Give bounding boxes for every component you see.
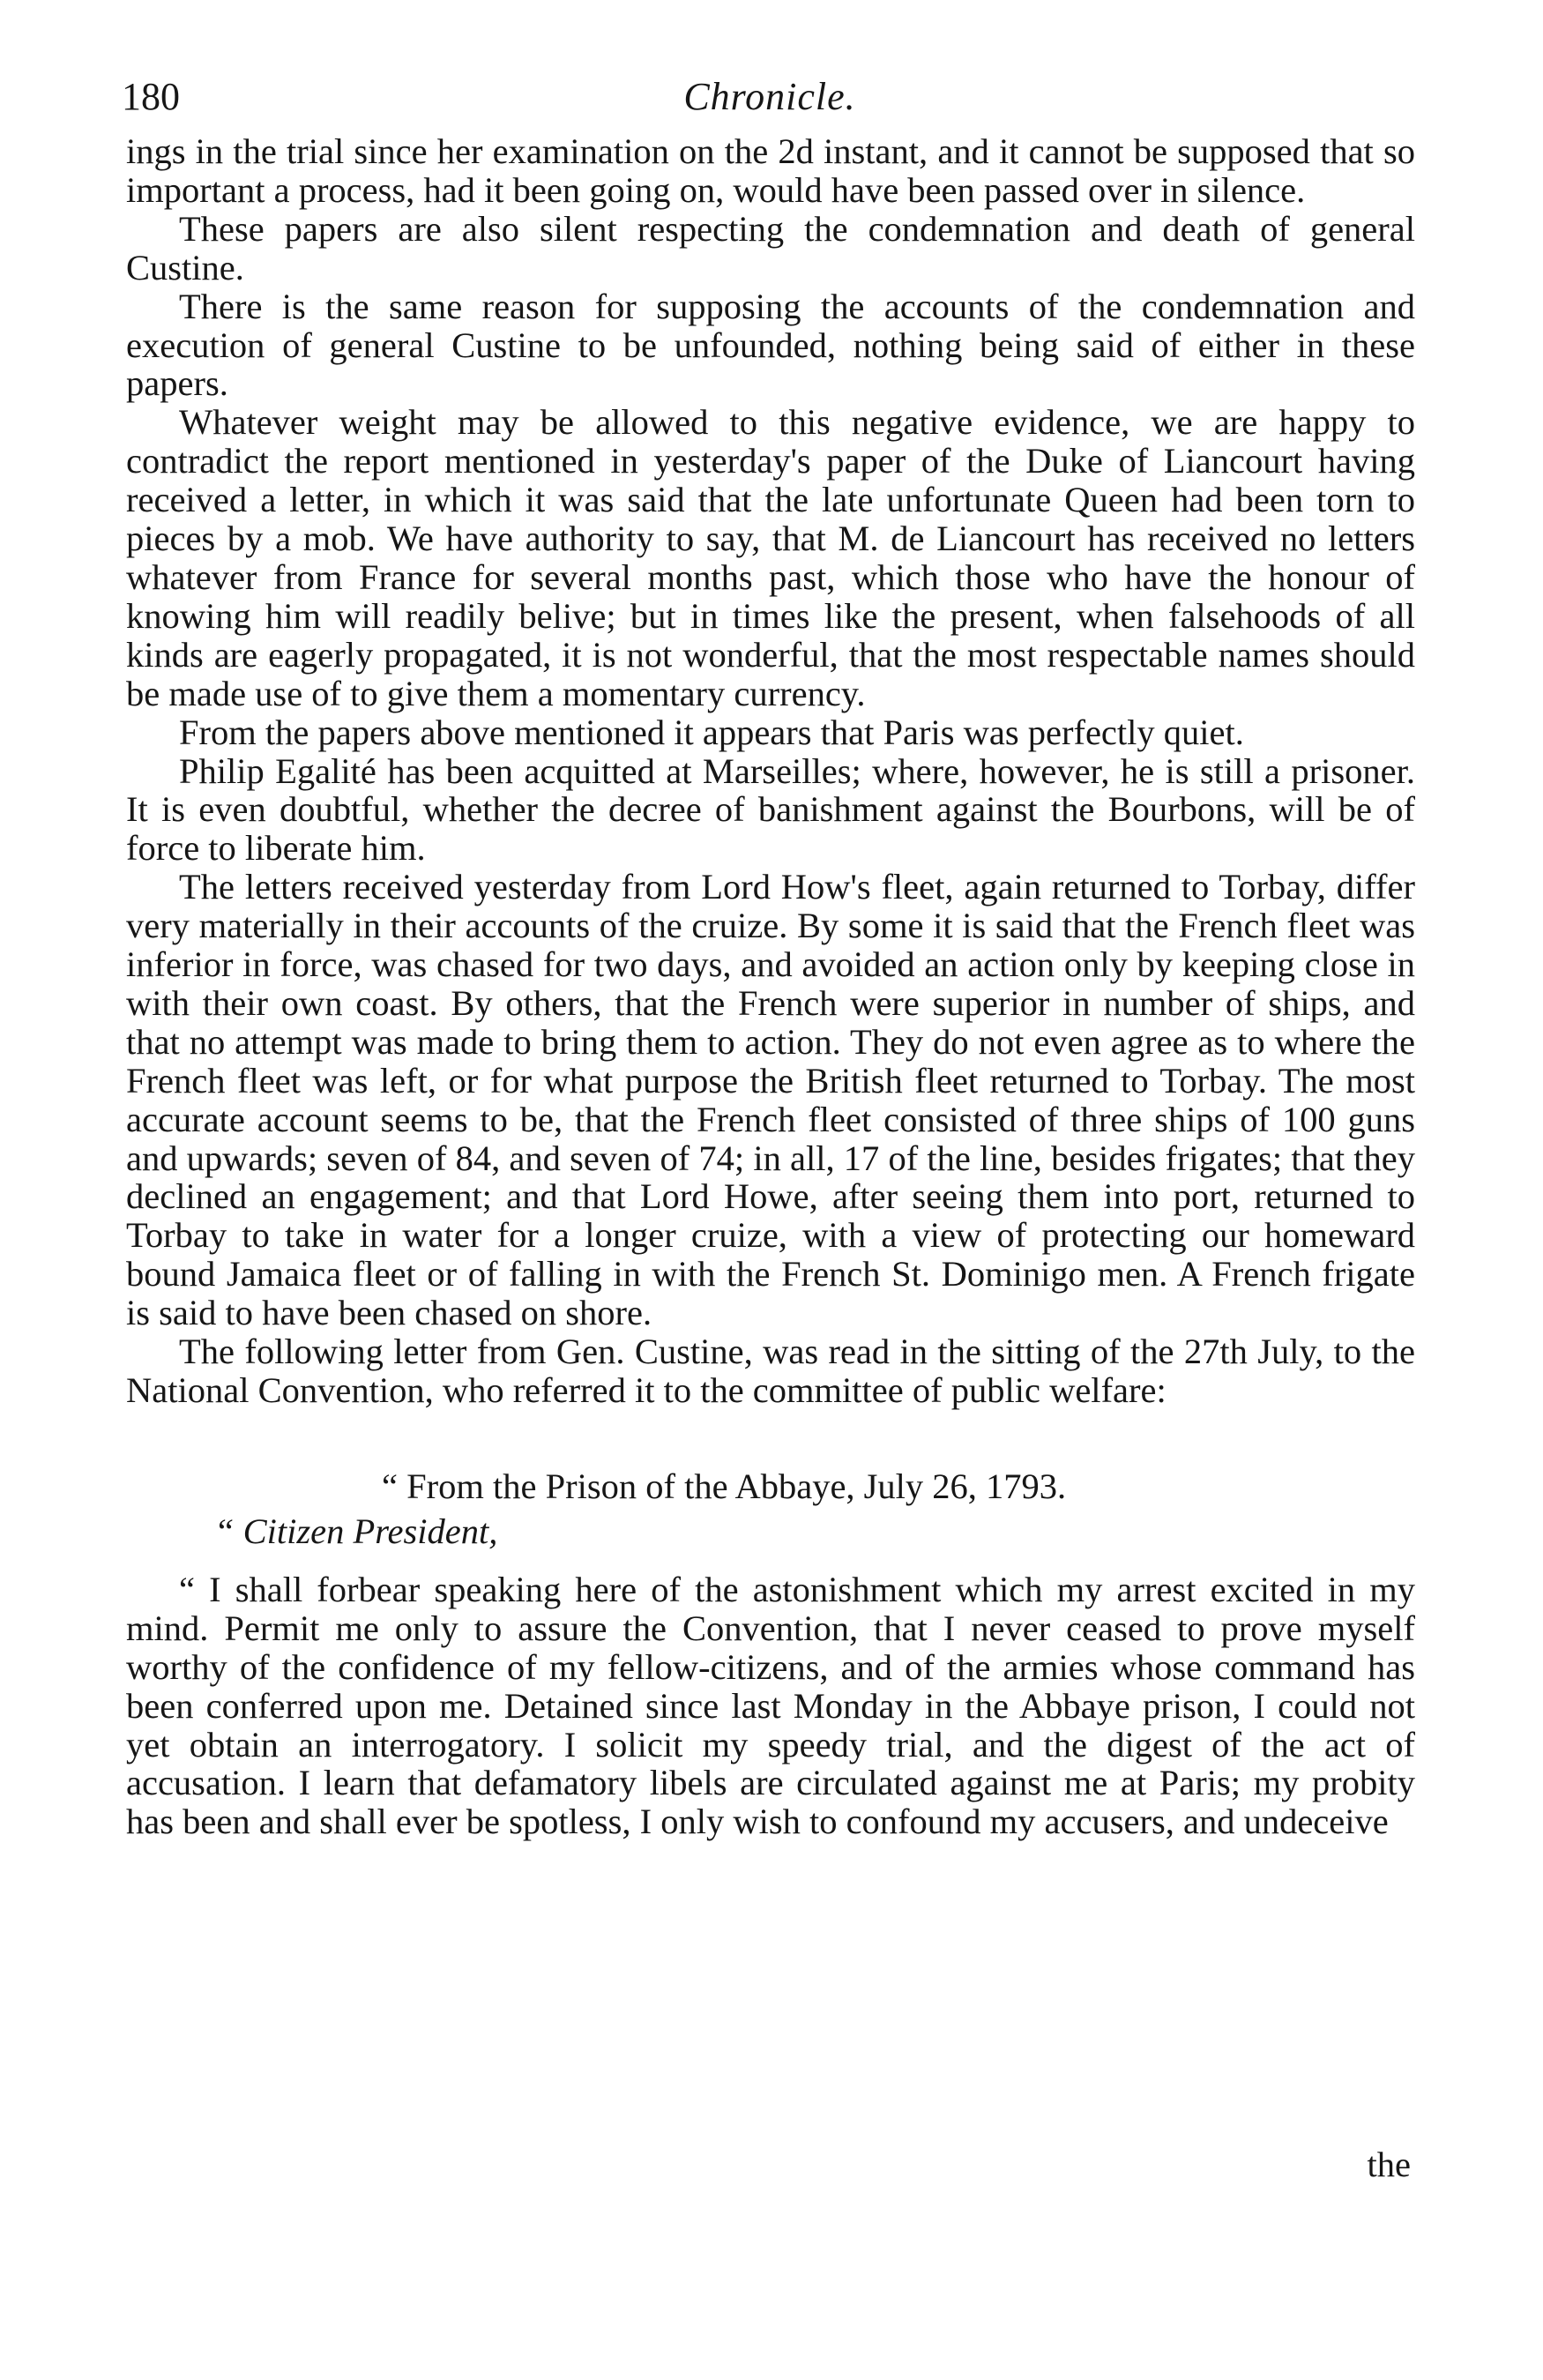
running-head	[122, 71, 1418, 132]
letter-salutation: “ Citizen President,	[214, 1511, 498, 1551]
paragraph: These papers are also silent respecting the condemnation and death of general Custine.	[126, 208, 1415, 287]
letter-body: “ I shall forbear speaking here of the astonishment which my arrest excited in my mind. Permit me only to assure the Convention, that I never ceased to prove myself worthy of the confidence of my fellow-citizens, and of the armies whose command has been conferred upon me. Detained since last Monday in the Abbaye prison, I could not yet obtain an interrogatory. I solicit my speedy trial, and the digest of the act of accusation. I learn that defamatory libels are circulated against me at Paris; my probity has been and shall ever be spotless, I only wish to confound my accusers, and undeceive	[126, 1569, 1415, 1842]
paragraph: ings in the trial since her examination on the 2d instant, and it cannot be supposed that so important a process, had it been going on, would have been passed over in silence.	[126, 131, 1415, 210]
paragraph: From the papers above mentioned it appears that Paris was perfectly quiet.	[179, 712, 1244, 752]
paragraph: The following letter from Gen. Custine, was read in the sitting of the 27th July, to the National Convention, who referred it to the committee of public welfare:	[126, 1332, 1415, 1410]
paragraph: Philip Egalité has been acquitted at Marseilles; where, however, he is still a prisoner. It is even doubtful, whether the decree of banishment against the Bourbons, will be of force to liberate him.	[126, 750, 1415, 869]
body-text	[126, 132, 1415, 1841]
paragraph: The letters received yesterday from Lord How's fleet, again returned to Torbay, differ very materially in their accounts of the cruize. By some it is said that the French fleet was inferior in force, was chased for two days, and avoided an action only by keeping close in with their own coast. By others, that the French were superior in number of ships, and that no attempt was made to bring them to action. They do not even agree as to where the French fleet was left, or for what purpose the British fleet returned to Torbay. The most accurate account seems to be, that the French fleet consisted of three ships of 100 guns and upwards; seven of 84, and seven of 74; in all, 17 of the line, besides frigates; that they declined an engagement; and that Lord Howe, after seeing them into port, returned to Torbay to take in water for a longer cruize, with a view of protecting our homeward bound Jamaica fleet or of falling in with the French St. Dominigo men. A French frigate is said to have been chased on shore.	[126, 867, 1415, 1333]
paragraph: Whatever weight may be allowed to this negative evidence, we are happy to contradict the report mentioned in yesterday's paper of the Duke of Liancourt having received a letter, in which it was said that the late unfortunate Queen had been torn to pieces by a mob. We have authority to say, that M. de Liancourt has received no letters whatever from France for several months past, which those who have the honour of knowing him will readily belive; but in times like the present, when falsehoods of all kinds are eagerly propagated, it is not wonderful, that the most respectable names should be made use of to give them a momentary currency.	[126, 402, 1415, 713]
running-title: Chronicle.	[683, 75, 856, 118]
letter-dateline: “ From the Prison of the Abbaye, July 26, 1793.	[382, 1466, 1067, 1506]
catchword: the	[1367, 2145, 1411, 2184]
page-number: 180	[122, 75, 180, 118]
paragraph: There is the same reason for supposing the accounts of the condemnation and execution of general Custine to be unfounded, nothing being said of either in these papers.	[126, 286, 1415, 404]
